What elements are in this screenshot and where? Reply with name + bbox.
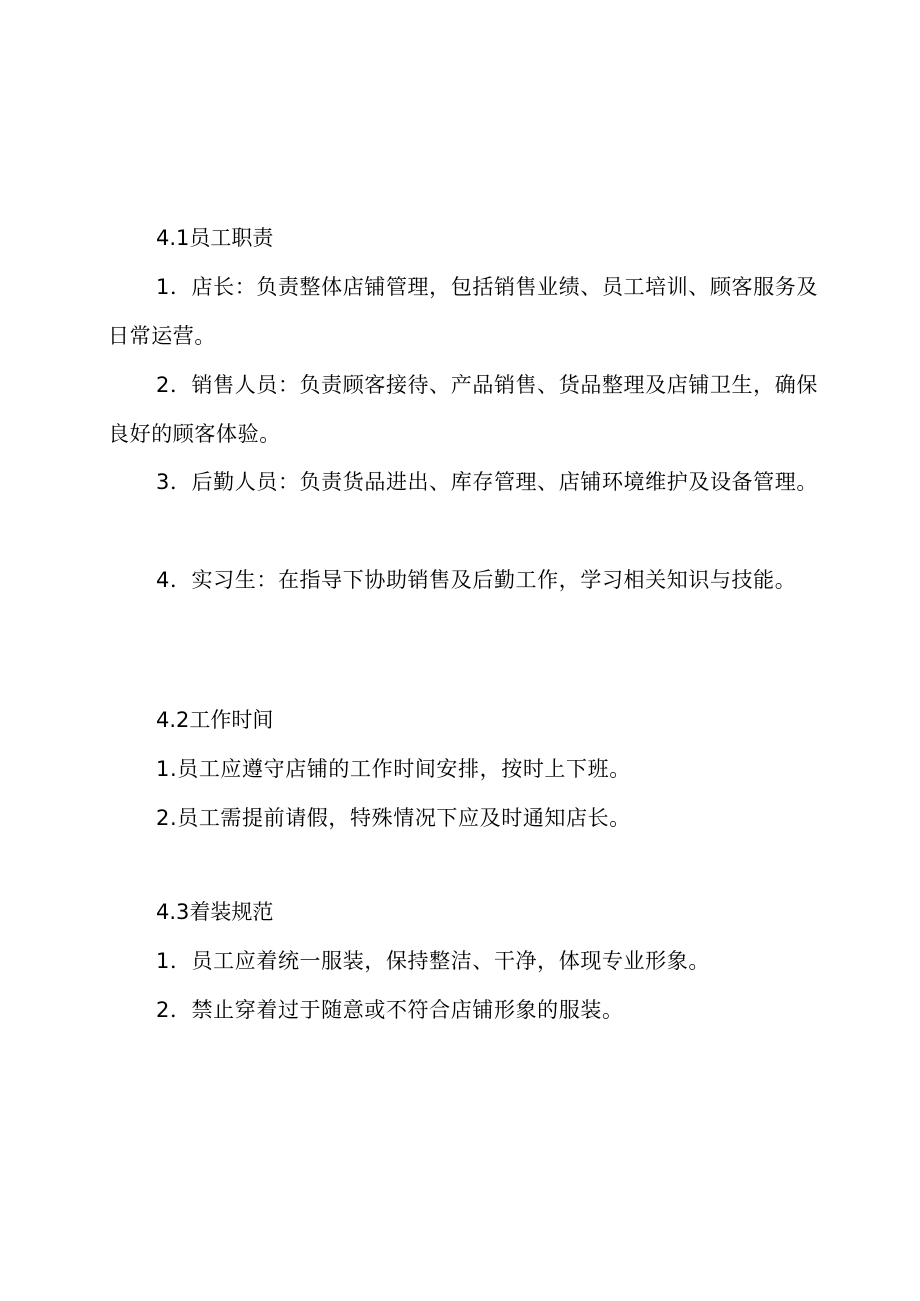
- section-heading: 4.3着装规范: [156, 900, 274, 924]
- hours-item-2: 2.员工需提前请假，特殊情况下应及时通知店长。: [156, 806, 631, 830]
- duty-item-store-manager: 1．店长：负责整体店铺管理，包括销售业绩、员工培训、顾客服务及日常运营。: [108, 275, 818, 348]
- section-heading: 4.2工作时间: [156, 708, 274, 732]
- section-heading: 4.1员工职责: [156, 226, 274, 250]
- duty-item-logistics-staff: 3．后勤人员：负责货品进出、库存管理、店铺环境维护及设备管理。: [156, 470, 818, 494]
- dress-item-1: 1．员工应着统一服装，保持整洁、干净，体现专业形象。: [156, 949, 710, 973]
- dress-item-2: 2．禁止穿着过于随意或不符合店铺形象的服装。: [156, 998, 624, 1022]
- duty-item-sales-staff: 2．销售人员：负责顾客接待、产品销售、货品整理及店铺卫生，确保良好的顾客体验。: [108, 373, 818, 446]
- duty-item-intern: 4．实习生：在指导下协助销售及后勤工作，学习相关知识与技能。: [156, 568, 797, 592]
- hours-item-1: 1.员工应遵守店铺的工作时间安排，按时上下班。: [156, 757, 631, 781]
